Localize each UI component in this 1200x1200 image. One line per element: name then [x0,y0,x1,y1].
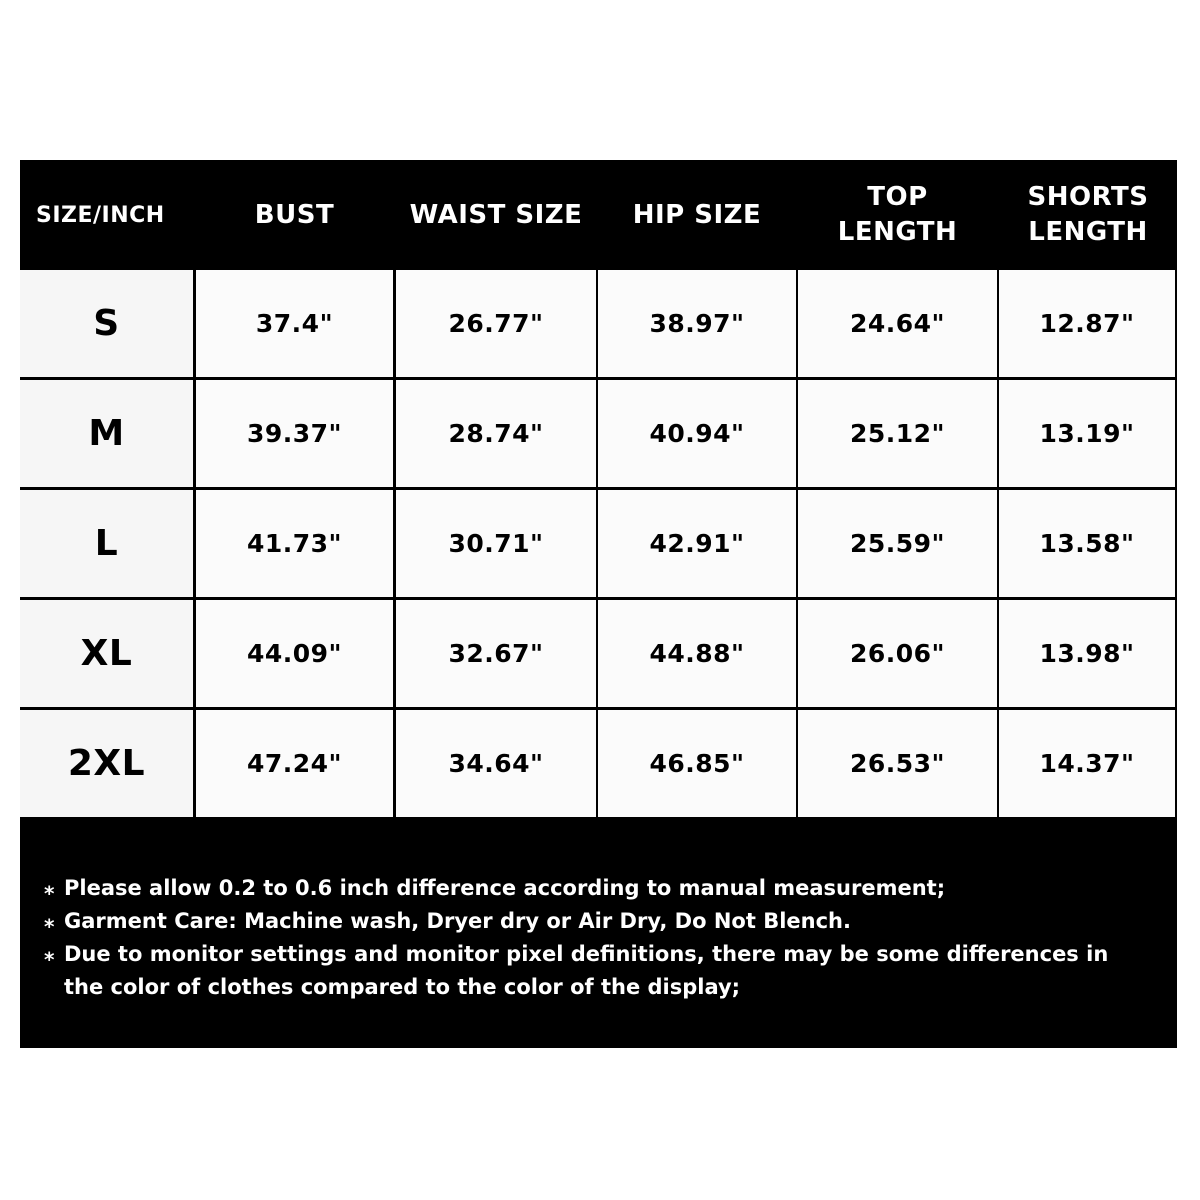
header-shorts-length: SHORTS LENGTH [1027,182,1149,247]
bust-cell: 44.09" [196,600,393,707]
hip-cell: 38.97" [598,270,796,377]
hip-cell: 46.85" [598,710,796,817]
hip-cell: 42.91" [598,490,796,597]
note-text: Due to monitor settings and monitor pixel definitions, there may be some differences in the color of clothes compared to the color of the display; [64,942,1109,999]
table-row [20,270,1177,378]
size-cell: 2XL [20,710,193,817]
table-header [20,160,1177,270]
waist-cell: 30.71" [396,490,596,597]
size-cell: XL [20,600,193,707]
size-cell: L [20,490,193,597]
hip-cell: 40.94" [598,380,796,487]
bust-cell: 41.73" [196,490,393,597]
size-cell: S [20,270,193,377]
asterisk-icon: ⁎ [44,942,55,966]
waist-cell: 34.64" [396,710,596,817]
header-waist-size: WAIST SIZE [409,199,583,230]
notes-section [44,872,1154,1004]
shorts-length-cell: 13.19" [999,380,1175,487]
note-item [44,905,1154,938]
table-row [20,490,1177,598]
table-row [20,380,1177,488]
header-size-inch: SIZE/INCH [36,202,165,228]
top-length-cell: 25.59" [798,490,997,597]
note-item [44,938,1154,1004]
shorts-length-cell: 12.87" [999,270,1175,377]
bust-cell: 47.24" [196,710,393,817]
size-cell: M [20,380,193,487]
waist-cell: 32.67" [396,600,596,707]
top-length-cell: 26.53" [798,710,997,817]
header-hip-size: HIP SIZE [632,199,762,230]
size-chart [20,160,1177,1048]
top-length-cell: 26.06" [798,600,997,707]
waist-cell: 26.77" [396,270,596,377]
shorts-length-cell: 13.98" [999,600,1175,707]
bust-cell: 37.4" [196,270,393,377]
note-text: Please allow 0.2 to 0.6 inch difference according to manual measurement; [64,876,946,900]
shorts-length-cell: 14.37" [999,710,1175,817]
top-length-cell: 24.64" [798,270,997,377]
top-length-cell: 25.12" [798,380,997,487]
asterisk-icon: ⁎ [44,909,55,933]
waist-cell: 28.74" [396,380,596,487]
hip-cell: 44.88" [598,600,796,707]
table-row [20,600,1177,708]
note-item [44,872,1154,905]
shorts-length-cell: 13.58" [999,490,1175,597]
header-top-length: TOP LENGTH [837,182,958,247]
bust-cell: 39.37" [196,380,393,487]
header-bust: BUST [254,199,335,230]
note-text: Garment Care: Machine wash, Dryer dry or Air Dry, Do Not Blench. [64,909,851,933]
table-row [20,710,1177,818]
asterisk-icon: ⁎ [44,876,55,900]
